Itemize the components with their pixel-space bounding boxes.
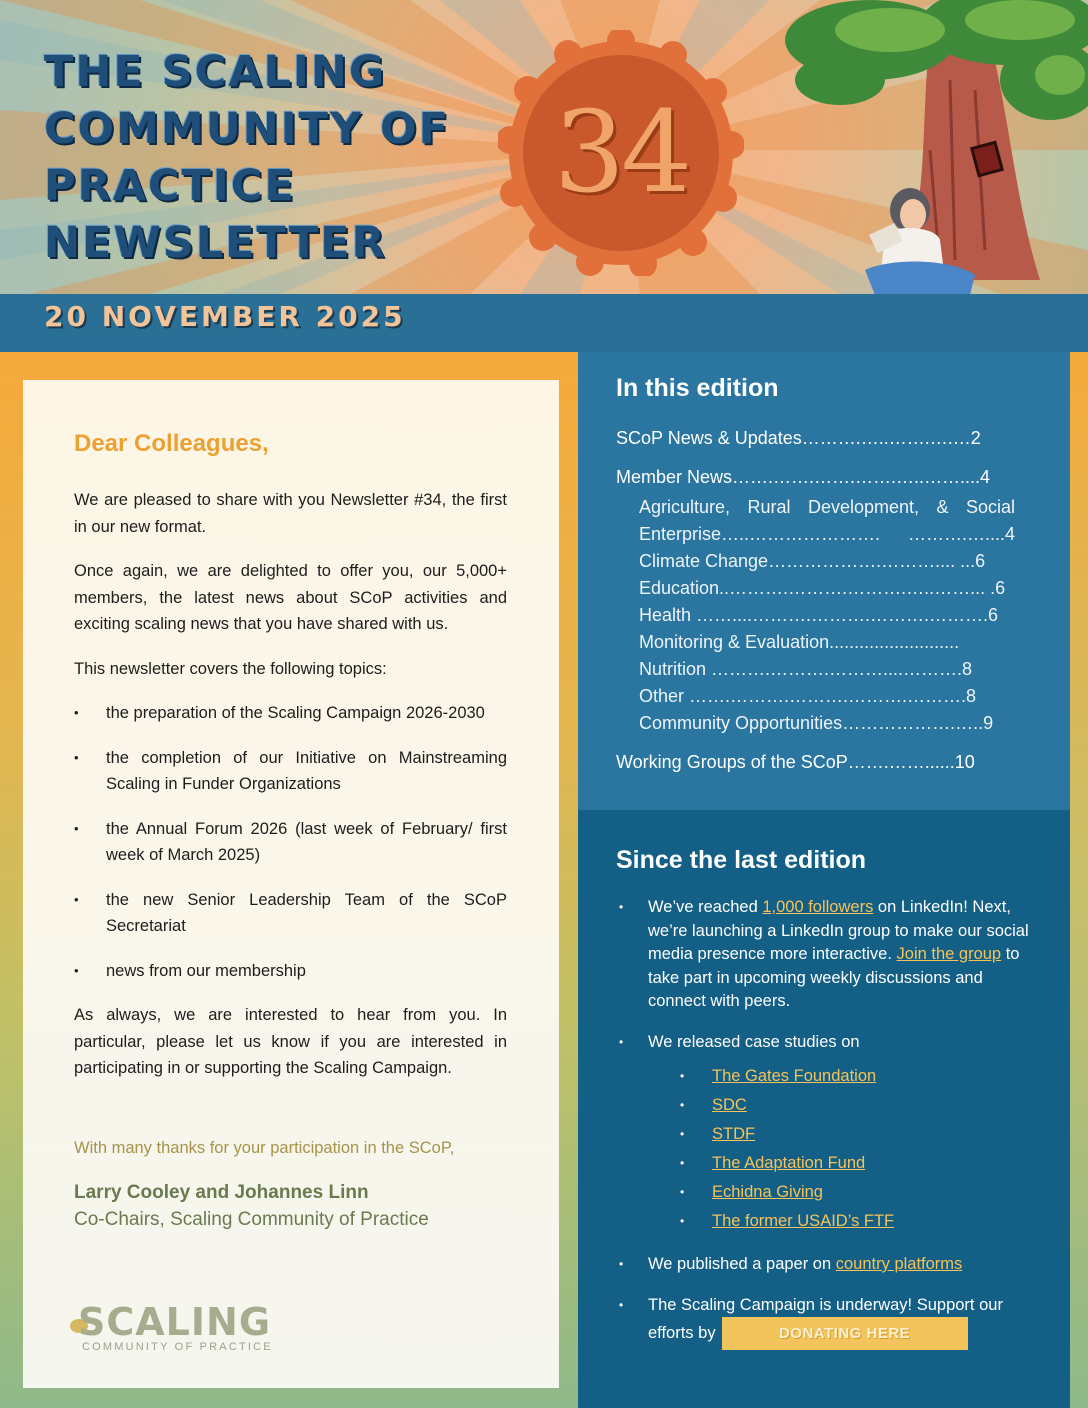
topic-item: • news from our membership [106, 958, 507, 985]
title-line: PRACTICE [44, 161, 296, 211]
text: We published a paper on [648, 1255, 836, 1273]
newsletter-title [44, 44, 450, 272]
toc-sub-other[interactable]: Other …….……….……….……….……….8 [639, 686, 977, 706]
topics-list [74, 700, 507, 984]
text: The Scaling Campaign is underway! Support our efforts by [648, 1295, 1003, 1342]
case-study-item [712, 1091, 1040, 1120]
case-study-item [712, 1062, 1040, 1091]
toc-sub-health[interactable]: Health ……....……….……….……….……….6 [639, 605, 999, 625]
case-study-link[interactable]: STDF [712, 1125, 756, 1143]
scaling-logo-subtitle: COMMUNITY OF PRACTICE [82, 1341, 273, 1353]
toc-sub-education[interactable]: Education..……….……….……….…..……... .6 [639, 578, 1006, 598]
toc-item-scop-news[interactable]: SCoP News & Updates……….…..…….….…2 [616, 428, 981, 448]
title-line: THE SCALING [44, 47, 387, 97]
editors-letter [23, 380, 559, 1388]
case-study-link[interactable]: SDC [712, 1096, 747, 1114]
topic-item: • the preparation of the Scaling Campaign 2026-2030 [106, 700, 507, 727]
toc-sub-climate[interactable]: Climate Change……………….……….... ...6 [639, 551, 986, 571]
text: on LinkedIn! Next, we’re launching a LinkedIn group to make our social media presence more interactive. [648, 898, 1029, 963]
text: to take part in upcoming weekly discussions and connect with peers. [648, 945, 1020, 1010]
case-study-link[interactable]: The former USAID’s FTF [712, 1212, 895, 1230]
donate-button[interactable]: DONATING HERE [722, 1317, 968, 1350]
greeting: Dear Colleagues, [74, 430, 269, 457]
since-last-edition [578, 810, 1070, 1408]
letter-paragraph: This newsletter covers the following topics: [74, 659, 387, 678]
toc-sub-nutrition[interactable]: Nutrition ……….……….………....……….8 [639, 659, 973, 679]
title-line: NEWSLETTER [44, 218, 387, 268]
issue-number: 34 [553, 88, 689, 218]
case-study-link[interactable]: Echidna Giving [712, 1183, 823, 1201]
signers: Larry Cooley and Johannes Linn [74, 1182, 369, 1203]
toc-sub-community[interactable]: Community Opportunities……………….…..9 [639, 713, 994, 733]
case-study-link[interactable]: The Gates Foundation [712, 1067, 877, 1085]
toc-sub-agriculture[interactable]: Agriculture, Rural Development, & Social Enterprise…..…………………. ……….…....4 [639, 497, 1015, 544]
since-item-case-studies [648, 1031, 1040, 1237]
table-of-contents [578, 352, 1070, 810]
title-line: COMMUNITY OF [44, 104, 450, 154]
tree-reader-illustration [780, 0, 1088, 294]
toc-item-member-news[interactable]: Member News…….…….…….…….…..……....4 [616, 467, 991, 487]
followers-link[interactable]: 1,000 followers [762, 898, 874, 916]
text: We released case studies on [648, 1032, 860, 1051]
case-study-item [712, 1149, 1040, 1178]
country-platforms-link[interactable]: country platforms [835, 1255, 963, 1273]
since-list [616, 896, 1040, 1350]
header-banner [0, 0, 1088, 294]
toc-heading: In this edition [616, 374, 779, 402]
text: We’ve reached [648, 898, 763, 916]
toc-sub-monitoring[interactable]: Monitoring & Evaluation.......................... [639, 632, 960, 652]
scaling-logo: SCALING [78, 1300, 272, 1344]
since-item-linkedin [648, 896, 1040, 1014]
toc-item-working-groups[interactable]: Working Groups of the SCoP…….……......10 [616, 752, 975, 772]
case-study-item [712, 1207, 1040, 1236]
letter-paragraph: Once again, we are delighted to offer you, our 5,000+ members, the latest news about SCoP activities and exciting scaling news that you have shared with us. [74, 562, 507, 633]
since-heading: Since the last edition [616, 846, 867, 874]
right-edge-strip [1070, 352, 1088, 1408]
thanks-line: With many thanks for your participation in the SCoP, [74, 1138, 455, 1157]
letter-paragraph: We are pleased to share with you Newsletter #34, the first in our new format. [74, 491, 507, 536]
case-study-item [712, 1120, 1040, 1149]
join-group-link[interactable]: Join the group [896, 945, 1002, 963]
topic-item: • the Annual Forum 2026 (last week of February/ first week of March 2025) [106, 816, 507, 869]
case-study-item [712, 1178, 1040, 1207]
case-study-link[interactable]: The Adaptation Fund [712, 1154, 866, 1172]
issue-date: 20 NOVEMBER 2025 [44, 300, 406, 333]
since-item-campaign [648, 1294, 1040, 1351]
case-studies-list [648, 1062, 1040, 1236]
signers-role: Co-Chairs, Scaling Community of Practice [74, 1209, 429, 1230]
letter-paragraph: As always, we are interested to hear from you. In particular, please let us know if you are interested in participating in or supporting the Scaling Campaign. [74, 1006, 507, 1077]
since-item-paper [648, 1253, 1040, 1277]
topic-item: • the new Senior Leadership Team of the SCoP Secretariat [106, 887, 507, 940]
topic-item: • the completion of our Initiative on Mainstreaming Scaling in Funder Organizations [106, 745, 507, 798]
